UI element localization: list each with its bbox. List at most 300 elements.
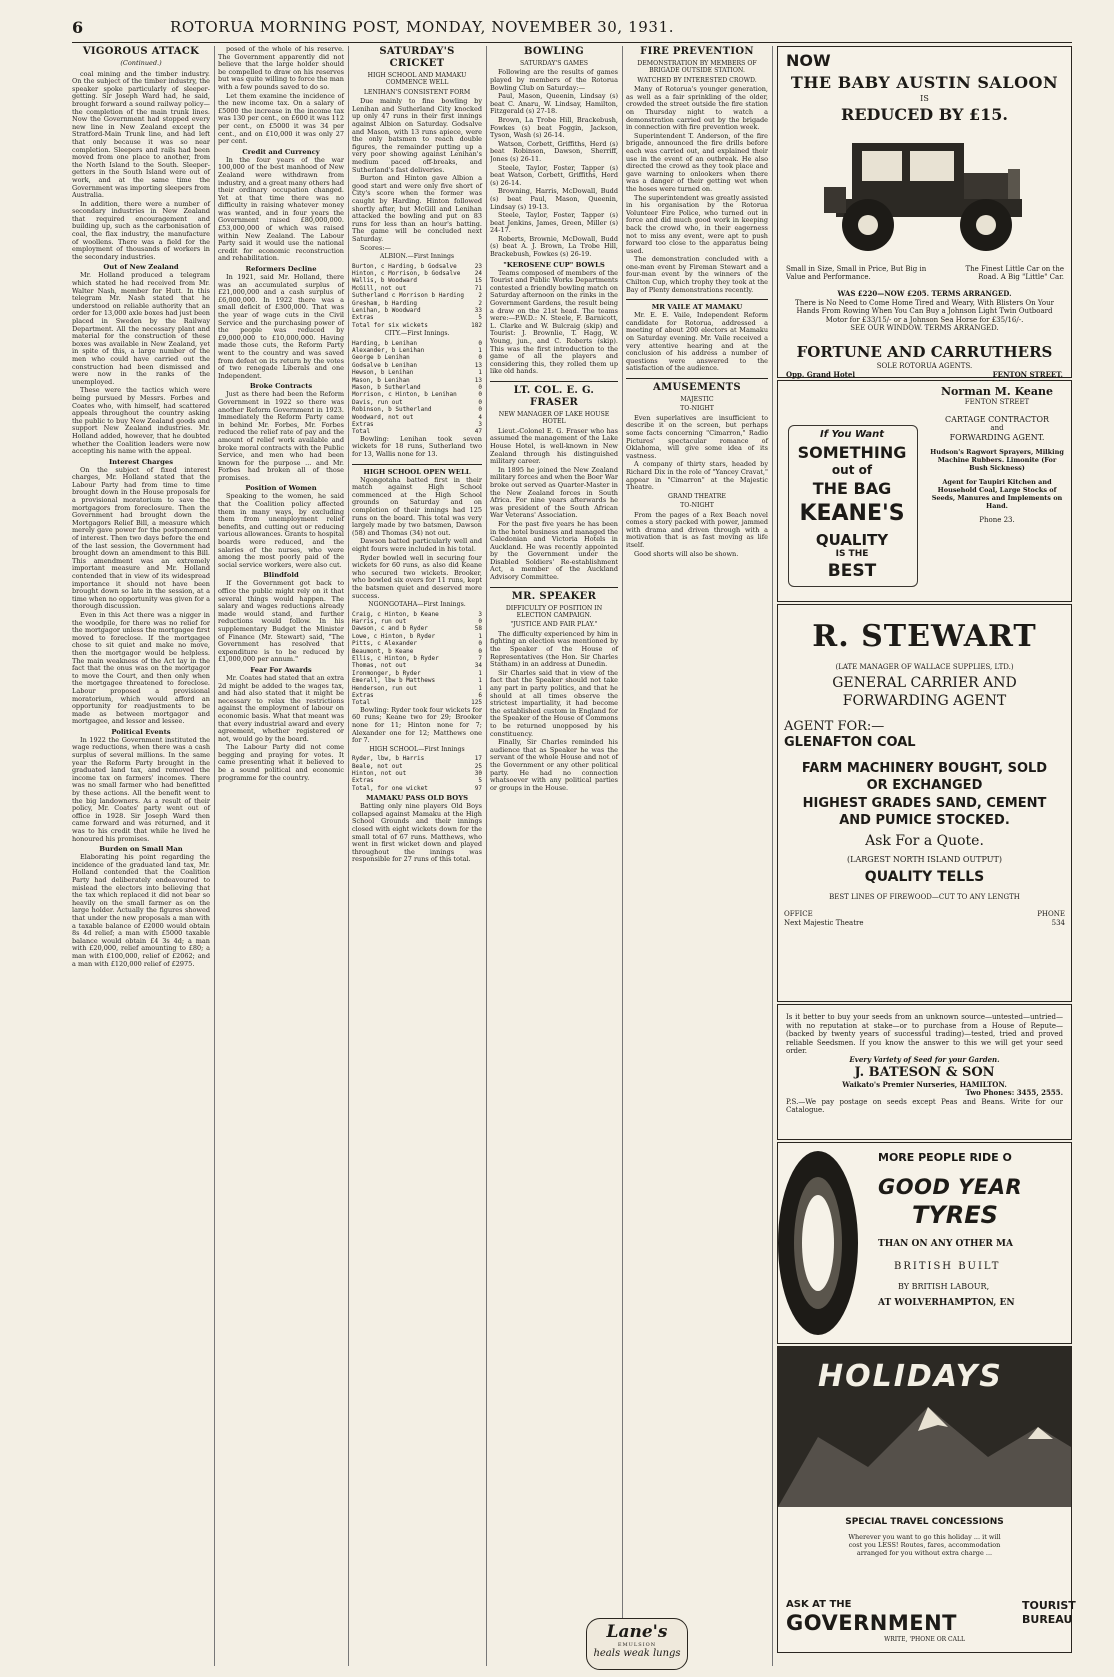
score-row	[352, 270, 482, 277]
ad-price: WAS £220—NOW £205. TERMS ARRANGED.	[837, 289, 1012, 298]
subheadline: HIGH SCHOOL AND MAMAKU COMMENCE WELL	[367, 72, 467, 87]
score-row	[352, 618, 482, 625]
runs-value: 7	[478, 654, 482, 662]
batsman-entry: Alexander, b Lenihan	[352, 346, 425, 354]
masthead-rule	[72, 42, 1072, 43]
score-row	[352, 391, 482, 398]
score-row	[352, 314, 482, 321]
score-row	[352, 277, 482, 284]
score-row	[352, 369, 482, 376]
score-row	[352, 340, 482, 347]
runs-value: 58	[474, 625, 482, 633]
batsman-entry: Wallis, b Woodward	[352, 277, 418, 285]
runs-value: 182	[471, 321, 482, 329]
ad-headline: THE BABY AUSTIN SALOON	[790, 73, 1059, 92]
subheading: MR VAILE AT MAMAKU	[651, 303, 743, 312]
bag-text: KEANE'S	[799, 501, 905, 526]
bag-text: BEST	[827, 561, 877, 581]
ad-text: FENTON STREET	[964, 398, 1030, 406]
score-row	[352, 770, 482, 777]
paragraph: Paul, Mason, Queenin, Lindsay (s) beat C. Anaru, W. Lindsay, Hamilton, Fitzgerald (s) 27-18.	[490, 92, 618, 116]
ad-address	[786, 370, 1063, 379]
runs-value: 2	[478, 299, 482, 307]
subheading: "KEROSENE CUP" BOWLS	[503, 260, 605, 269]
score-row	[352, 362, 482, 369]
column-vigorous-attack-cont	[218, 46, 349, 1666]
subheading: Burden on Small Man	[99, 845, 183, 854]
score-row	[352, 399, 482, 406]
runs-value: 4	[478, 413, 482, 421]
batsman-entry: Woodward, not out	[352, 413, 414, 421]
score-row	[352, 307, 482, 314]
runs-value: 125	[471, 699, 482, 707]
subheading: Broke Contracts	[249, 382, 313, 391]
page-title: ROTORUA MORNING POST, MONDAY, NOVEMBER 30, 1931.	[170, 18, 675, 36]
batsman-entry: McGill, not out	[352, 284, 407, 292]
score-row	[352, 300, 482, 307]
ad-text: There is No Need to Come Home Tired and Weary, With Blisters On Your Hands From Rowing When You Can Buy a Johnson Light Twin Outboard Motor for £33/15/- or a Johnson Sea Horse for £35/16/-.	[795, 298, 1054, 324]
runs-value: 30	[474, 770, 482, 777]
headline: SATURDAY'S CRICKET	[379, 46, 455, 69]
ad-headline: HOLIDAYS	[818, 1359, 1003, 1394]
paragraph: Watson, Corbett, Griffiths, Herd (s) beat Robinson, Dawson, Sherriff, Jones (s) 26-11.	[490, 139, 618, 163]
bag-text: IS THE	[835, 549, 869, 559]
ad-text: OR EXCHANGED	[866, 778, 983, 793]
tyre-illustration-icon	[778, 1145, 874, 1341]
ad-brand: Lane's	[606, 1622, 668, 1642]
ad-text: arranged for you without extra charge ...	[856, 1549, 993, 1557]
subheadline: MAJESTIC	[680, 396, 714, 403]
runs-value: 25	[474, 762, 482, 770]
score-row	[352, 655, 482, 662]
paragraph: Brown, La Trobe Hill, Brackebush, Fowkes (s) beat Foggin, Jackson, Tyson, Wash (s) 26-14.	[490, 115, 618, 140]
batsman-entry: Craig, c Hinton, b Keane	[352, 610, 439, 618]
ad-baby-austin	[777, 46, 1072, 378]
paragraph: Let them examine the incidence of the new income tax. On a salary of £5000 the increase in the income tax was 130 per cent., on £600 it was 112 per cent., on £5000 it was 34 per cent., and on £10,000 it was only 27 per cent.	[218, 91, 344, 146]
ad-text: Waikato's Premier Nurseries, HAMILTON.	[842, 1079, 1007, 1089]
batsman-entry: Total	[352, 428, 371, 436]
paragraph: Sir Charles said that in view of the fact that the Speaker should not take any part in party politics, and that he should at all times observe the strictest impartiality, it had become the established custom in England for the Speaker of the House of Commons to be returned unopposed by his constituency.	[490, 668, 618, 738]
ad-phone: Phone 23.	[979, 516, 1015, 524]
runs-value: 0	[478, 647, 482, 655]
ad-brand	[1022, 1599, 1076, 1627]
score-row	[352, 611, 482, 618]
paragraph: Even in this Act there was a nigger in the woodpile, for there was no relief for the mortgagor unless the mortgagee first moved to foreclose. If the mortgagee chose to sit quiet and make no move, then the mortgagor would be helpless. The main weakness of the Act lay in the fact that the onus was on the mortgagor to move the Court, and then only when the mortgagee threatened to foreclose. Labour proposed a provisional moratorium, which would afford an opportunity for readjustments to be made as between mortgagor and mortgagee, and lessor and lessee.	[72, 610, 210, 726]
ad-brand: TOURIST	[1022, 1599, 1076, 1612]
scores-label: Scores:—	[360, 243, 391, 252]
ad-text: FORWARDING AGENT	[842, 693, 1007, 709]
ad-firm-name: FORTUNE AND CARRUTHERS	[796, 343, 1053, 361]
paragraph: The Labour Party did not come begging and praying for votes. It came presenting what it believed to be a sound political and economic programme for the country.	[218, 743, 344, 782]
ad-brand: GOOD YEAR	[878, 1175, 1023, 1199]
subheading: MAMAKU PASS OLD BOYS	[366, 794, 468, 803]
subheadline: "JUSTICE AND FAIR PLAY."	[510, 621, 598, 629]
bag-text: QUALITY	[815, 531, 889, 549]
ad-firm-name: R. STEWART	[812, 619, 1037, 654]
batsman-entry: Hinton, not out	[352, 770, 407, 777]
subheadline: LENIHAN'S CONSISTENT FORM	[363, 88, 471, 96]
batsman-entry: Mason, b Sutherland	[352, 384, 421, 391]
paragraph: Just as there had been the Reform Government in 1922 so there was another Reform Government in 1923. Immediately the Reform Party came in behind Mr. Forbes, Mr. Forbes reduced the relief rate of pay and the amount of relief work available and broke moral contracts with the Public Service, and men who had been known for the purpose ... and Mr. Forbes had broken all of those promises.	[218, 390, 344, 482]
runs-value: 1	[478, 346, 482, 354]
score-row	[352, 377, 482, 384]
paragraph: Finally, Sir Charles reminded his audience that as Speaker he was the servant of the whole House and not of the Government or any other political party. He had no connection whatsoever with any political parties or groups in the House.	[490, 738, 618, 792]
bowling-summary: Bowling: Ryder took four wickets for 60 runs; Keane two for 29; Brooker none for 11; Hinton none for 7; Alexander one for 12; Matthews one for 7.	[352, 705, 482, 745]
divider	[352, 464, 482, 465]
paragraph: The superintendent was greatly assisted in his organisation by the Rotorua Volunteer Fire Police, who turned out in force and did much good work in keeping back the crowd who, in their eagerness not to miss any event, were apt to push forward too close to the apparatus being used.	[626, 193, 768, 255]
runs-value: 0	[478, 640, 482, 648]
ad-phone-label: PHONE	[1037, 910, 1065, 918]
batsman-entry: Henderson, run out	[352, 684, 418, 692]
ad-text: The Finest Little Car on the Road. A Big "Little" Car.	[965, 265, 1064, 281]
score-row	[352, 785, 482, 792]
ad-address-right: FENTON STREET.	[992, 370, 1063, 379]
paragraph: Good shorts will also be shown.	[634, 549, 739, 558]
runs-value: 3	[478, 610, 482, 618]
ad-text: EMULSION	[617, 1642, 657, 1648]
paragraph: Lieut.-Colonel E. G. Fraser who has assumed the management of the Lake House Hotel, is well-known in New Zealand through his distinguished military career.	[490, 426, 618, 466]
scorecard-city	[352, 340, 482, 436]
runs-value: 1	[478, 632, 482, 640]
paragraph: posed of the whole of his reserve. The Government apparently did not believe that the large holder should be compelled to draw on his reserves but was quite willing to force the man with a few pounds saved to do so.	[218, 46, 344, 91]
batsman-entry: Lowe, c Hinton, b Ryder	[352, 632, 436, 640]
subheading: Credit and Currency	[242, 147, 320, 156]
paragraph: From the pages of a Rex Beach novel comes a story packed with power, jammed with drama and driven through with a motivation that is as fast moving as life itself.	[626, 510, 768, 549]
subheadline: SATURDAY'S GAMES	[519, 60, 589, 67]
runs-value: 0	[478, 354, 482, 362]
ad-address-left: Opp. Grand Hotel	[786, 370, 856, 379]
ad-text: THAN ON ANY OTHER MA	[878, 1239, 1013, 1249]
score-row	[352, 406, 482, 413]
ad-firm-name: Norman M. Keane	[940, 385, 1054, 398]
innings-heading: CITY.—First Innings.	[384, 330, 450, 338]
ad-text: SEE OUR WINDOW. TERMS ARRANGED.	[850, 324, 999, 333]
innings-heading: HIGH SCHOOL—First Innings	[369, 745, 465, 753]
runs-value: 3	[478, 421, 482, 429]
batsman-entry: Hinton, c Morrison, b Godsalve	[352, 269, 461, 277]
batsman-entry: Morrison, c Hinton, b Lenihan	[352, 391, 457, 399]
batsman-entry: Ironmonger, b Ryder	[352, 669, 421, 677]
ad-text: Hudson's Ragwort Sprayers, Milking Machine Rubbers. Limonite (For Bush Sickness)	[930, 448, 1064, 472]
column-cricket	[352, 46, 487, 1666]
paragraph: For the past five years he has been in the hotel business and managed the Caledonian and Victoria Hotels in Auckland. He was recently appointed by the Government under the Disabled Soldiers' Re-establishment Act, a member of the Auckland Advisory Committee.	[490, 519, 618, 582]
headline: VIGOROUS ATTACK	[82, 46, 200, 57]
ad-text: BEST LINES OF FIREWOOD—CUT TO ANY LENGTH	[829, 893, 1020, 901]
batsman-entry: Extras	[352, 777, 374, 785]
runs-value: 0	[478, 617, 482, 625]
score-row	[352, 755, 482, 762]
batsman-entry: Pitts, c Alexander	[352, 640, 418, 648]
paragraph: In 1921, said Mr. Holland, there was an accumulated surplus of £21,000,000 and a cash surplus of £6,000,000. In 1922 there was a small deficit of £300,000. That was the year of wage cuts in the Civil Service and the purchasing power of the people was reduced by £9,000,000 to £10,000,000. Having made those cuts, the Reform Party went to the country and was saved from defeat on its return by the votes of two renegade Liberals and one Independent.	[218, 273, 344, 380]
ad-text: WRITE, 'PHONE OR CALL	[884, 1636, 965, 1643]
innings-heading: ALBION.—First Innings	[379, 253, 455, 261]
ad-text: FORWARDING AGENT.	[949, 433, 1045, 442]
paragraph: Mr. Coates had stated that an extra 2d might be added to the wages tax, and had also stated that it might be necessary to relax the restrictions against the employment of labour on economic basis. What that meant was that every industrial award and every agreement, whether registered or not, would go by the board.	[218, 673, 344, 743]
ad-text: and	[990, 424, 1004, 432]
column-bowling	[490, 46, 623, 1666]
ad-text: Small in Size, Small in Price, But Big in Value and Performance.	[786, 265, 927, 281]
paragraph: Roberts, Brownie, McDowall, Budd (s) beat A. J. Brown, La Trobe Hill, Brackebush, Fowkes (s) 26-19.	[490, 234, 618, 259]
runs-value: 0	[478, 384, 482, 391]
headline: BOWLING	[523, 46, 585, 57]
paragraph: Dawson batted particularly well and eight fours were included in his total.	[352, 537, 482, 553]
paragraph: Mr. E. E. Vaile, Independent Reform candidate for Rotorua, addressed a meeting of about 200 electors at Mamaku on Saturday evening. Mr. Vaile received a very attentive hearing and at the conclusion of his address a number of questions were answered to the satisfaction of the audience.	[626, 311, 768, 373]
subheadline: DIFFICULTY OF POSITION IN ELECTION CAMPAIGN.	[505, 604, 603, 620]
divider	[490, 381, 618, 382]
ad-headline: SPECIAL TRAVEL CONCESSIONS	[845, 1517, 1004, 1527]
runs-value: 17	[474, 755, 482, 763]
batsman-entry: Burton, c Harding, b Godsalve	[352, 262, 457, 270]
ad-stewart	[777, 604, 1072, 1002]
ad-text: (LARGEST NORTH ISLAND OUTPUT)	[847, 855, 1002, 864]
ad-text: BRITISH BUILT	[894, 1261, 1001, 1272]
ad-office-label: OFFICE	[784, 910, 813, 918]
batsman-entry: Harris, run out	[352, 617, 407, 625]
score-row	[352, 640, 482, 647]
paragraph: Mr. Holland produced a telegram which stated he had received from Mr. Walter Nash, member for Hutt. In this telegram Mr. Nash stated that he understood on reliable authority that an order for 13,000 axle boxes had just been placed in Sweden by the Railway Department. All the necessary plant and material for the construction of these boxes was available in New Zealand, yet in spite of this, a large number of the men who could have carried out the construction had been dismissed and were now in the ranks of the unemployed.	[72, 271, 210, 386]
score-row	[352, 322, 482, 329]
subheadline: TO-NIGHT	[680, 502, 714, 510]
ad-text: P.S.—We pay postage on seeds except Peas and Beans. Write for our Catalogue.	[786, 1097, 1063, 1115]
column-vigorous-attack	[72, 46, 215, 1666]
batsman-entry: Dawson, c and b Ryder	[352, 625, 428, 633]
runs-value: 33	[474, 306, 482, 314]
subheadline: DEMONSTRATION BY MEMBERS OF BRIGADE OUTSIDE STATION.	[637, 60, 757, 75]
score-row	[352, 670, 482, 677]
ad-text: AND PUMICE STOCKED.	[839, 813, 1010, 828]
ad-text: IS	[920, 94, 929, 103]
ad-text: Every Variety of Seed for your Garden.	[849, 1054, 1000, 1064]
ad-text: Wherever you want to go this holiday ... it will	[848, 1533, 1001, 1541]
paragraph: Burton and Hinton gave Albion a good start and were only five short of City's score when the former was caught by Harding. Hinton followed shortly after, but McGill and Lenihan attacked the bowling and put on 83 runs for less than an hour's batting. The game will be concluded next Saturday.	[352, 174, 482, 243]
runs-value: 13	[474, 361, 482, 369]
paragraph: In the four years of the war 100,000 of the best manhood of New Zealand were withdrawn from industry, and a great many others had their ordinary occupation changed. Yet at that time there was no difficulty in raising whatever money was wanted, and in four years the Government raised £80,000,000. £53,000,000 of which was raised within New Zealand. The Labour Party said it would use the national credit for economic reconstruction and rehabilitation.	[218, 155, 344, 263]
batsman-entry: Mason, b Lenihan	[352, 376, 410, 384]
batsman-entry: Gresham, b Harding	[352, 299, 418, 307]
paragraph: If the Government got back to office the public might rely on it that several things would happen. The salary and wages reductions already made would stand, and further reductions would follow. In his supplementary Budget the Minister of Finance (Mr. Stewart) said, "The Government has resolved that expenditure is to be reduced by £1,000,000 per annum."	[218, 579, 344, 664]
ad-text: AT WOLVERHAMPTON, EN	[878, 1298, 1015, 1308]
paragraph: Following are the results of games played by members of the Rotorua Bowling Club on Saturday:—	[490, 68, 618, 92]
score-row	[352, 777, 482, 784]
paragraph: Even superlatives are insufficient to describe it on the screen, but perhaps some facts concerning "Cimarron," Radio Pictures' spectacular romance of Oklahoma, will give some idea of its vastness.	[626, 413, 768, 460]
subheading: Fear For Awards	[250, 665, 312, 674]
headline: MR. SPEAKER	[511, 590, 597, 602]
score-row	[352, 763, 482, 770]
runs-value: 0	[478, 398, 482, 406]
ad-text: QUALITY TELLS	[864, 869, 985, 885]
batsman-entry: Ellis, c Hinton, b Ryder	[352, 654, 439, 662]
paragraph: A company of thirty stars, headed by Richard Dix in the role of "Yancey Cravat," appear in "Cimarron" at the Majestic Theatre.	[626, 460, 768, 492]
ad-text: SOLE ROTORUA AGENTS.	[876, 362, 973, 370]
paragraph: Ryder bowled well in securing four wickets for 60 runs, as also did Keane who secured two wickets. Brooker, who bowled six overs for 11 runs, kept the batsmen quiet and deserved more success.	[352, 553, 482, 600]
paragraph: These were the tactics which were being pursued by Messrs. Forbes and Coates who, with himself, had scattered appeals throughout the country asking the public to buy New Zealand goods and support New Zealand industries. Mr. Holland added, however, that he doubted whether the Coalition leaders were now accepting his name with the appeal.	[72, 386, 210, 456]
score-row	[352, 648, 482, 655]
ad-text: cost you LESS! Routes, fares, accommodation	[848, 1541, 1001, 1549]
score-row	[352, 692, 482, 699]
runs-value: 13	[474, 376, 482, 384]
ad-text: ASK AT THE	[786, 1599, 852, 1610]
bag-text: out of	[831, 463, 873, 477]
score-row	[352, 421, 482, 428]
subheadline: WATCHED BY INTERESTED CROWD.	[637, 76, 757, 84]
runs-value: 15	[474, 277, 482, 285]
runs-value: 71	[474, 284, 482, 292]
score-row	[352, 662, 482, 669]
score-row	[352, 625, 482, 632]
score-row	[352, 633, 482, 640]
ad-text: GLENAFTON COAL	[784, 735, 916, 750]
bag-text: SOMETHING	[797, 443, 907, 462]
headline: LT. COL. E. G. FRASER	[513, 384, 595, 408]
runs-value: 1	[478, 684, 482, 692]
ad-text: GENERAL CARRIER AND	[832, 675, 1017, 691]
paragraph: Speaking to the women, he said that the Coalition policy affected them in many ways, by excluding them from unemployment relief benefits, and cutting out or reducing various allowances. Grants to hospital boards were reduced, and the salaries of the nurses, who were among the most poorly paid of the social service workers, were also cut.	[218, 492, 344, 569]
batsman-entry: Total for six wickets	[352, 321, 428, 329]
runs-value: 24	[474, 269, 482, 277]
ad-holidays	[777, 1346, 1076, 1653]
ad-brand: BUREAU	[1022, 1613, 1073, 1626]
ad-text: MORE PEOPLE RIDE O	[878, 1151, 1012, 1164]
batsman-entry: Sutherland c Morrison b Harding	[352, 292, 464, 300]
scorecard-ngongotaha	[352, 611, 482, 707]
paragraph: Browning, Harris, McDowall, Budd (s) beat Paul, Mason, Queenin, Lindsay (s) 19-13.	[490, 187, 618, 211]
runs-value: 1	[478, 669, 482, 677]
paragraph: Superintendent T. Anderson, of the fire brigade, announced the fire drills before each was carried out, and explained their use in the event of an outbreak. He also directed the crowd as they took place and gave warning to onlookers when there was a danger of their getting wet when the hoses were turned on.	[626, 131, 768, 193]
ad-phone: Two Phones: 3455, 2555.	[965, 1088, 1063, 1098]
paragraph: Teams composed of members of the Tourist and Public Works Departments contested a friendly bowling match on Saturday afternoon on the rinks in the Government Gardens, the result being a draw on the 21st head. The teams were:—P.W.D.: N. Steele, F. Barnicott, L. Clarke and W. Bulcraig (skip) and Tourist: J. Brownlie, T. Hagg, W. Young, jun., and C. Roberts (skip). This was the first introduction to the game of all the players and considering this, they rolled them up like old hands.	[490, 268, 618, 376]
scorecard-high-school	[352, 755, 482, 792]
ad-text: Ask For a Quote.	[865, 833, 984, 849]
paragraph: In addition, there were a number of secondary industries in New Zealand that required encouragement and building up, such as the carbonisation of coal, the flax industry, the manufacture of woollens. There was a field for the employment of thousands of workers in the secondary industries.	[72, 199, 210, 261]
page-number: 6	[72, 18, 84, 37]
paragraph: Elaborating his point regarding the incidence of the graduated land tax, Mr. Holland contended that the Coalition Party had deliberately endeavoured to mislead the electors into believing that the tax which replaced it did not bear so heavily on the small farmer as on the large holder. Actually the figures showed that under the new proposals a man with a taxable balance of £2000 would obtain 8s 4d relief; a man with £5000 taxable balance would obtain £4 3s 4d; a man with £20,000, relief amounting to £80; a man with £100,000, relief of £2062; and a man with £120,000 relief of £2975.	[72, 853, 210, 968]
paragraph: The demonstration concluded with a one-man event by Fireman Stewart and a four-man event by the winners of the Chilton Cup, which trophy they took at the Bay of Plenty demonstrations recently.	[626, 255, 768, 294]
batsman-entry: Total, for one wicket	[352, 784, 428, 792]
paragraph: In 1922 the Government instituted the wage reductions, when there was a cash surplus of several millions. In the same year the Reform Party brought in the graduated land tax, and removed the income tax on farmers' incomes. There was no small farmer who had benefitted by these actions. All the benefit went to the big landowners. As a result of their policy, Mr. Coates' party went out of office in 1928. Sir Joseph Ward then came forward and was returned, and it was to his credit that while he lived he honoured his promises.	[72, 735, 210, 843]
car-illustration-icon	[822, 129, 1027, 261]
ad-text: heals weak lungs	[593, 1648, 681, 1659]
ad-text	[778, 1533, 1071, 1557]
batsman-entry: Godsalve b Lenihan	[352, 361, 418, 369]
batsman-entry: Total	[352, 699, 371, 707]
runs-value: 47	[474, 428, 482, 436]
paragraph: Steele, Taylor, Foster, Tapper (s) beat Watson, Corbett, Griffiths, Herd (s) 26-14.	[490, 163, 618, 187]
subheading: Out of New Zealand	[103, 263, 179, 272]
score-row	[352, 677, 482, 684]
runs-value: 2	[478, 292, 482, 300]
batsman-entry: Robinson, b Sutherland	[352, 406, 432, 414]
ad-bateson	[777, 1004, 1072, 1140]
subheading: Blindfold	[263, 571, 299, 580]
ad-lanes-emulsion	[586, 1618, 688, 1670]
ad-text	[786, 290, 1063, 333]
batsman-entry: Extras	[352, 314, 374, 322]
subheadline: TO-NIGHT	[680, 405, 714, 413]
subheading: Position of Women	[245, 484, 317, 493]
score-row	[352, 384, 482, 391]
ad-firm-name: J. BATESON & SON	[854, 1064, 995, 1080]
ad-text: Agent for Taupiri Kitchen and Household Coal, Large Stocks of Seeds, Manures and Implements on Hand.	[931, 478, 1063, 510]
batsman-entry: Extras	[352, 692, 374, 699]
ad-keane	[777, 380, 1072, 602]
runs-value: 0	[478, 406, 482, 414]
keane-bag-illustration	[782, 425, 922, 595]
bag-text: THE BAG	[812, 479, 892, 498]
batsman-entry: Beaumont, b Keane	[352, 647, 414, 655]
bag-text: If You Want	[820, 429, 884, 440]
ad-goodyear	[777, 1142, 1072, 1344]
runs-value: 0	[478, 391, 482, 399]
subheading: Reformers Decline	[245, 265, 317, 274]
runs-value: 5	[478, 314, 482, 322]
score-row	[352, 292, 482, 299]
batsman-entry: Harding, b Lenihan	[352, 339, 418, 347]
runs-value: 6	[478, 692, 482, 699]
column-fire-prevention	[626, 46, 773, 1666]
batsman-entry: Lenihan, b Woodward	[352, 306, 421, 314]
divider	[626, 378, 768, 379]
runs-value: 34	[474, 662, 482, 670]
score-row	[352, 285, 482, 292]
batsman-entry: Hewson, b Lenihan	[352, 369, 414, 377]
runs-value: 23	[474, 262, 482, 270]
batsman-entry: Beale, not out	[352, 762, 403, 770]
ad-text: AGENT FOR:—	[784, 719, 885, 734]
ad-headline: REDUCED BY £15.	[841, 105, 1008, 124]
ad-brand: GOVERNMENT	[786, 1611, 958, 1635]
continued-label: (Continued.)	[120, 59, 162, 67]
ad-brand: TYRES	[912, 1201, 998, 1229]
ad-text: BY BRITISH LABOUR,	[898, 1282, 990, 1291]
subheading: Interest Charges	[108, 457, 174, 466]
scorecard-albion	[352, 263, 482, 330]
paragraph: On the subject of fixed interest charges, Mr. Holland stated that the Labour Party had from time to time brought down in the House proposals for a provisional moratorium to save the mortgagors from foreclosure. Then the Government had brought down the Mortgagors Relief Bill, a measure which merely gave power for the postponement of interest. Then two days before the end of the last session, the Government had brought down an amendment to this Bill. This amendment was an extremely important measure and Mr. Holland contended that in view of its widespread importance it should not have been brought down so late in the session, at a time when no opportunity was given for a thorough discussion.	[72, 465, 210, 611]
innings-heading: NGONGOTAHA—First Innings.	[368, 601, 466, 609]
score-row	[352, 354, 482, 361]
subheading: Political Events	[111, 727, 171, 736]
advertisements-column	[777, 46, 1076, 1651]
paragraph: Many of Rotorua's younger generation, as well as a fair sprinkling of the older, crowded the street outside the fire station on Thursday night to watch a demonstration carried out by the brigade in connection with fire prevention week.	[626, 85, 768, 132]
paragraph: coal mining and the timber industry. On the subject of the timber industry, the speaker spoke particularly of sleeper-getting. Sir Joseph Ward had, he said, brought forward a sound railway policy—the completion of the main trunk lines. Now the Government had stopped every new line in New Zealand except the Stratford-Main Trunk line, and had left that only because it was so near completion. Sleepers and rails had been moved from one place to another, from the North Island to the South. Sleeper-getters in the South Island were out of work, and at the same time the Government was importing sleepers from Australia.	[72, 69, 210, 200]
divider	[490, 587, 618, 588]
ad-text: HIGHEST GRADES SAND, CEMENT	[802, 796, 1047, 811]
score-row	[352, 685, 482, 692]
ad-text: FARM MACHINERY BOUGHT, SOLD	[801, 761, 1048, 776]
ad-office: Next Majestic Theatre	[784, 919, 864, 927]
batsman-entry: Extras	[352, 421, 374, 429]
score-row	[352, 263, 482, 270]
batsman-entry: Thomas, not out	[352, 662, 407, 670]
subheading: HIGH SCHOOL OPEN WELL	[363, 467, 471, 476]
headline: FIRE PREVENTION	[640, 46, 754, 57]
paragraph: Due mainly to fine bowling by Lenihan and Sutherland City knocked up only 47 runs in their first innings against Albion on Saturday. Godsalve and Mason, with 13 runs apiece, were the only batsmen to reach double figures, the remainder putting up a very poor showing against Lenihan's medium paced off-breaks, and Sutherland's fast deliveries.	[352, 97, 482, 174]
paragraph: Steele, Taylor, Foster, Tapper (s) beat Jenkins, James, Green, Miller (s) 24-17.	[490, 211, 618, 235]
ad-text: (LATE MANAGER OF WALLACE SUPPLIES, LTD.)	[835, 663, 1014, 671]
keane-details	[928, 385, 1066, 525]
headline: AMUSEMENTS	[653, 382, 741, 393]
paragraph: Ngongotaha batted first in their match against High School commenced at the High School grounds on Saturday and on completion of their innings had 125 runs on the board. This total was very largely made by two batsmen, Dawson (58) and Thomas (34) not out.	[352, 475, 482, 537]
runs-value: 1	[478, 677, 482, 685]
subheadline: GRAND THEATRE	[668, 492, 726, 500]
runs-value: 97	[474, 784, 482, 792]
ad-phone: 534	[1051, 919, 1065, 927]
divider	[626, 299, 768, 300]
batsman-entry: George b Lenihan	[352, 354, 410, 362]
holiday-mountain-illustration	[778, 1347, 1071, 1507]
batsman-entry: Emerall, lbw b Matthews	[352, 677, 436, 685]
runs-value: 5	[478, 777, 482, 785]
runs-value: 0	[478, 339, 482, 347]
